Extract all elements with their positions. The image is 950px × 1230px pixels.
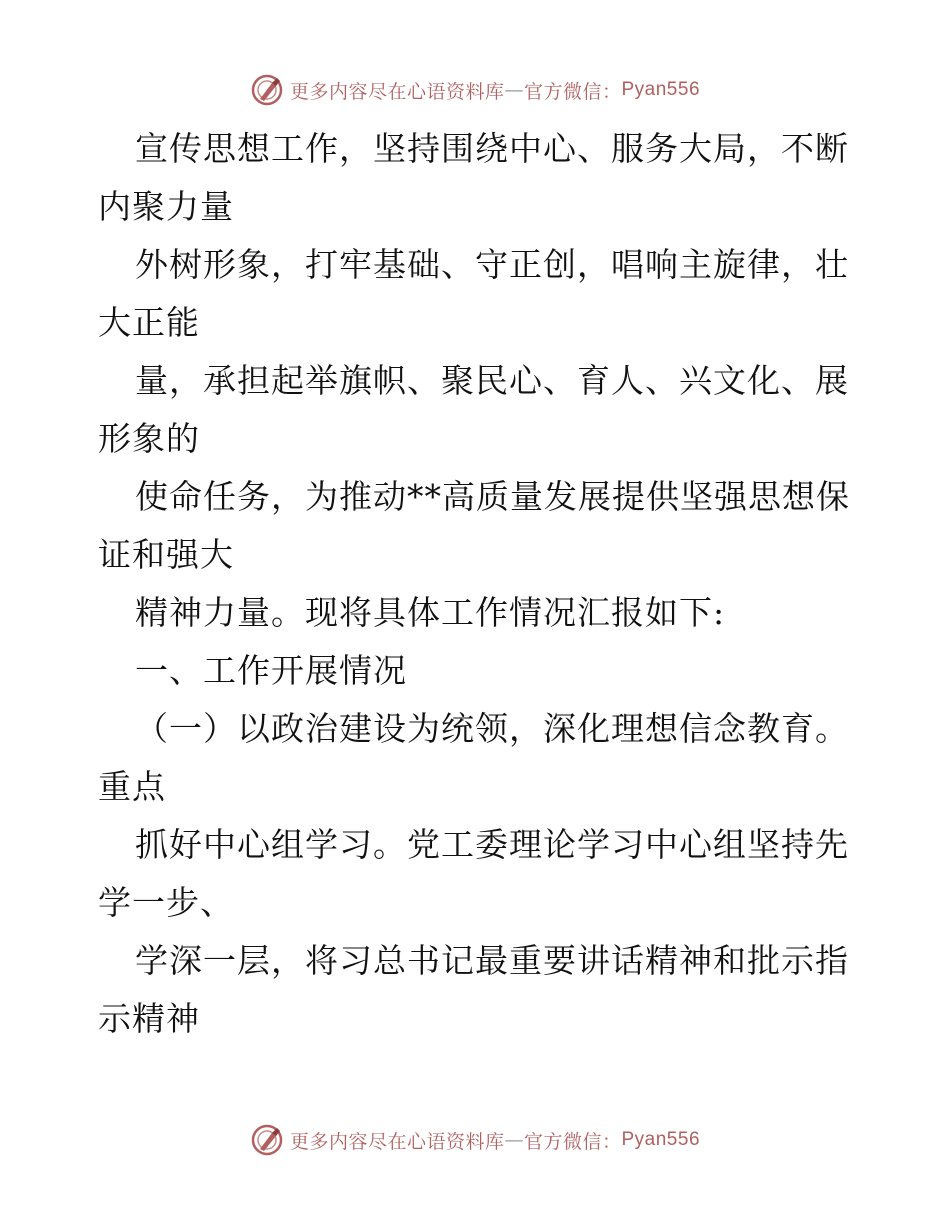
paragraph: 精神力量。现将具体工作情况汇报如下: [135,593,726,632]
paragraph: 量，承担起举旗帜、聚民心、育人、兴文化、展形象的 [98,361,849,458]
paragraph: （一）以政治建设为统领，深化理想信念教育。重点 [98,709,849,806]
watermark-wechat-id: Pyan556 [621,79,701,100]
paragraph: 学深一层，将习总书记最重要讲话精神和批示指示精神 [98,941,849,1038]
pen-nib-circle-icon [250,1123,284,1157]
watermark-suffix-text: 官方微信： [523,80,622,103]
paragraph: 外树形象，打牢基础、守正创，唱响主旋律，壮大正能 [98,245,849,342]
watermark-suffix-text: 官方微信： [523,1130,622,1153]
watermark-wechat-id: Pyan556 [621,1129,701,1150]
watermark-separator: — [504,79,524,101]
paragraph: 抓好中心组学习。党工委理论学习中心组坚持先学一步、 [98,825,849,922]
watermark-main-text: 更多内容尽在心语资料库 [289,1130,505,1153]
header-watermark [0,70,950,110]
watermark-separator: — [504,1129,524,1151]
pen-nib-circle-icon [250,73,284,107]
footer-watermark [0,1120,950,1160]
document-body [98,120,858,1048]
paragraph: 使命任务，为推动**高质量发展提供坚强思想保证和强大 [98,477,850,574]
section-heading: 一、工作开展情况 [135,651,407,690]
paragraph: 宣传思想工作，坚持围绕中心、服务大局，不断内聚力量 [98,129,849,226]
watermark-main-text: 更多内容尽在心语资料库 [289,80,505,103]
